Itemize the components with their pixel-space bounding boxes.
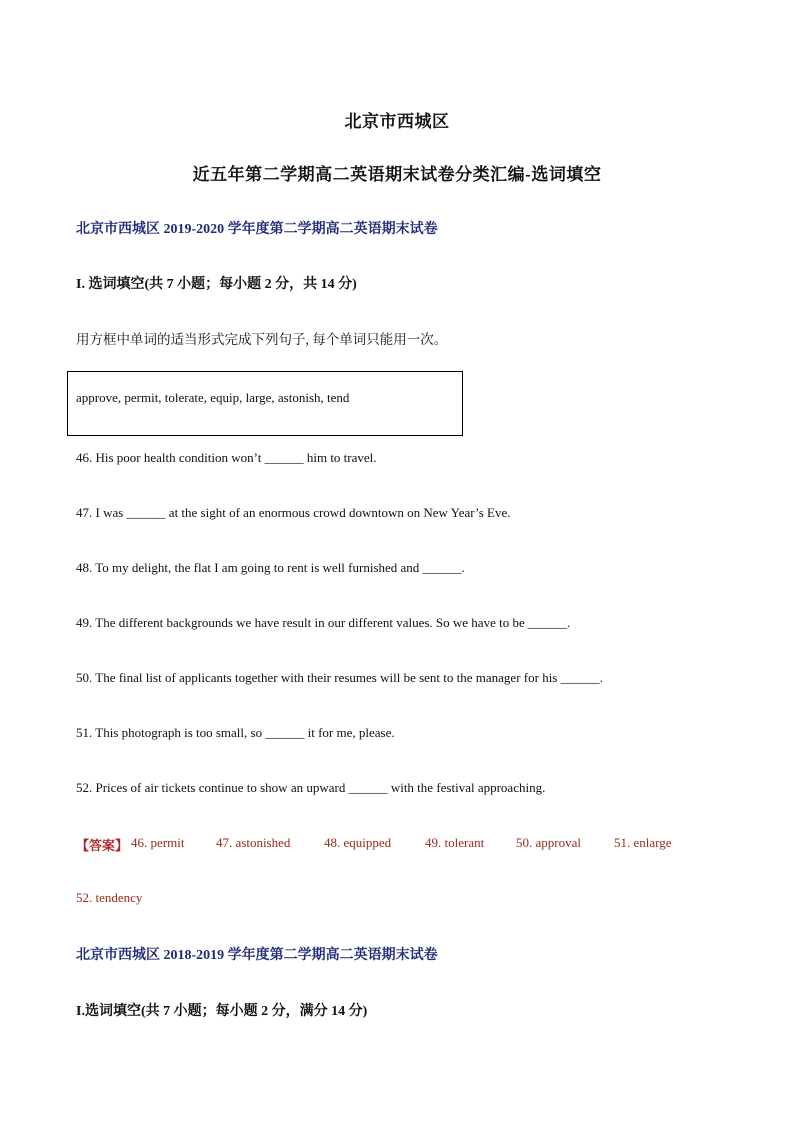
- question-46: 46. His poor health condition won’t ______ him to travel.: [76, 450, 377, 465]
- part-heading-vocabulary-2: I.选词填空(共 7 小题；每小题 2 分，满分 14 分): [76, 1004, 368, 1019]
- question-50: 50. The final list of applicants together with their resumes will be sent to the manager for his ______.: [76, 670, 603, 685]
- question-52: 52. Prices of air tickets continue to show an upward ______ with the festival approaching.: [76, 780, 546, 795]
- instruction-text: 用方框中单词的适当形式完成下列句子, 每个单词只能用一次。: [76, 332, 448, 347]
- answer-47: 47. astonished: [216, 835, 291, 850]
- answer-52: 52. tendency: [76, 890, 143, 905]
- word-box-text: approve, permit, tolerate, equip, large, astonish, tend: [76, 390, 350, 405]
- answer-48: 48. equipped: [324, 835, 392, 850]
- word-box: [67, 371, 463, 436]
- answer-50: 50. approval: [516, 835, 581, 850]
- section-heading-2019-2020: 北京市西城区 2019-2020 学年度第二学期高二英语期末试卷: [76, 222, 438, 237]
- answer-46: 46. permit: [131, 835, 185, 850]
- section-heading-2018-2019: 北京市西城区 2018-2019 学年度第二学期高二英语期末试卷: [76, 948, 438, 963]
- answer-49: 49. tolerant: [425, 835, 485, 850]
- answer-51: 51. enlarge: [614, 835, 672, 850]
- doc-title-region: 北京市西城区: [344, 112, 450, 131]
- question-49: 49. The different backgrounds we have result in our different values. So we have to be ______.: [76, 615, 571, 630]
- question-51: 51. This photograph is too small, so ______ it for me, please.: [76, 725, 395, 740]
- part-heading-vocabulary: I. 选词填空(共 7 小题；每小题 2 分，共 14 分): [76, 277, 357, 292]
- doc-title-subject: 近五年第二学期高二英语期末试卷分类汇编-选词填空: [192, 165, 602, 184]
- question-47: 47. I was ______ at the sight of an enormous crowd downtown on New Year’s Eve.: [76, 505, 511, 520]
- question-48: 48. To my delight, the flat I am going to rent is well furnished and ______.: [76, 560, 465, 575]
- answer-label: 【答案】: [76, 838, 129, 853]
